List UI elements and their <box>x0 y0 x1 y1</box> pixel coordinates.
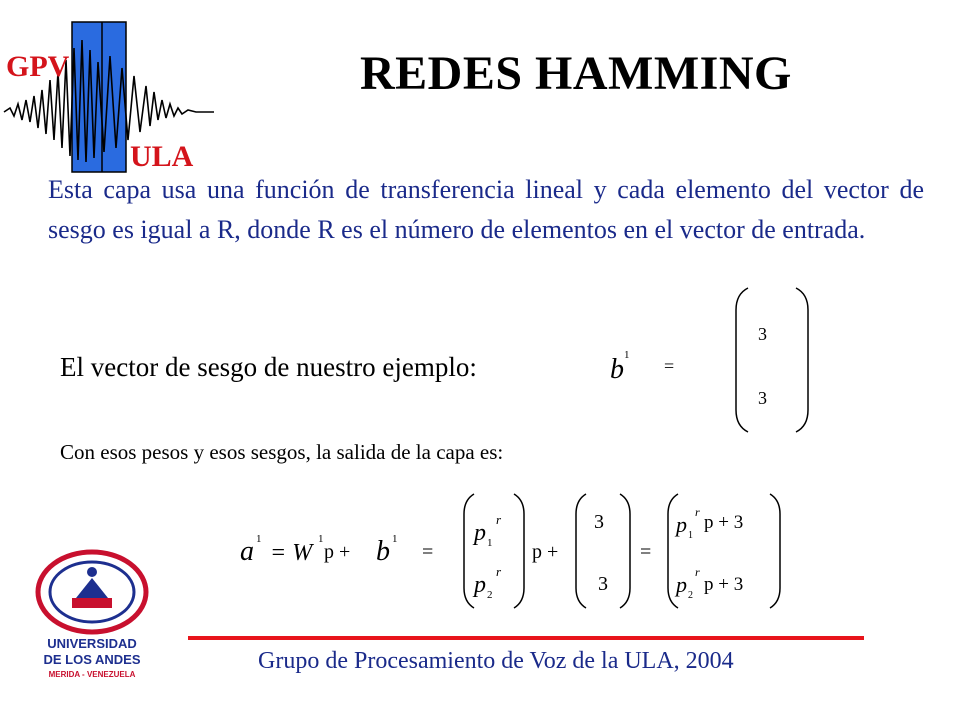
bias-vec-right-bracket <box>620 494 630 608</box>
output-a-superscript: 1 <box>256 533 262 545</box>
p2-symbol: p <box>474 572 486 598</box>
bias-value-1: 3 <box>758 324 767 344</box>
result-row-2-tail: p + 3 <box>704 574 744 595</box>
p-plus-2: p + <box>532 541 559 563</box>
bias-vec-value-1: 3 <box>594 511 604 533</box>
bias-vec-value-2: 3 <box>598 573 608 595</box>
ula-seal-logo <box>28 548 168 688</box>
w-superscript: 1 <box>318 533 324 545</box>
bias-vec-left-bracket <box>576 494 586 608</box>
footer-text: Grupo de Procesamiento de Voz de la ULA, 2004 <box>258 648 734 674</box>
result-row-1-tail: p + 3 <box>704 512 744 533</box>
bias-symbol: b <box>610 354 624 385</box>
result-right-bracket <box>770 494 780 608</box>
result-p1-symbol: p <box>676 512 687 537</box>
bias-right-bracket <box>796 288 808 432</box>
bias-vector-label: El vector de sesgo de nuestro ejemplo: <box>60 352 477 382</box>
bias-value-2: 3 <box>758 388 767 408</box>
logo-ula-text: ULA <box>130 140 194 173</box>
p1-symbol: p <box>474 520 486 546</box>
output-label: Con esos pesos y esos sesgos, la salida de la capa es: <box>60 440 504 464</box>
p2-transpose: r <box>496 564 502 579</box>
slide-title: REDES HAMMING <box>360 47 792 100</box>
p2-subscript: 2 <box>487 589 493 601</box>
layer-output-equation <box>230 492 790 612</box>
bias-vector-equation <box>600 280 830 440</box>
logo-gpv-text: GPV <box>6 50 70 83</box>
output-equals-w: = W <box>270 540 313 566</box>
bias-left-bracket <box>736 288 748 432</box>
result-p2-transpose: r <box>695 565 700 579</box>
p-vector-left-bracket <box>464 494 474 608</box>
bias-superscript: 1 <box>624 349 630 361</box>
footer-divider <box>188 636 864 640</box>
equals-2: = <box>422 541 434 563</box>
p-plus-1: p + <box>324 541 351 563</box>
output-a-symbol: a <box>240 536 254 567</box>
seal-book-icon <box>72 598 112 608</box>
result-p1-subscript: 1 <box>688 530 693 541</box>
result-p1-transpose: r <box>695 505 700 519</box>
equals-3: = <box>640 541 652 563</box>
bias-equals: = <box>664 356 675 376</box>
seal-line-1: UNIVERSIDAD <box>47 636 137 651</box>
gpv-ula-logo <box>0 20 220 180</box>
output-b-symbol: b <box>376 536 390 567</box>
p-vector-right-bracket <box>514 494 524 608</box>
logo-bar-right <box>102 22 126 172</box>
seal-line-3: MERIDA - VENEZUELA <box>48 670 136 679</box>
p1-transpose: r <box>496 512 502 527</box>
result-p2-subscript: 2 <box>688 590 693 601</box>
seal-line-2: DE LOS ANDES <box>43 652 141 667</box>
p1-subscript: 1 <box>487 537 493 549</box>
output-b-superscript: 1 <box>392 533 398 545</box>
result-p2-symbol: p <box>676 572 687 597</box>
intro-paragraph: Esta capa usa una función de transferencia lineal y cada elemento del vector de sesgo es igual a R, donde R es el número de elementos en el vector de entrada. <box>48 175 924 244</box>
seal-star-icon <box>87 567 97 577</box>
